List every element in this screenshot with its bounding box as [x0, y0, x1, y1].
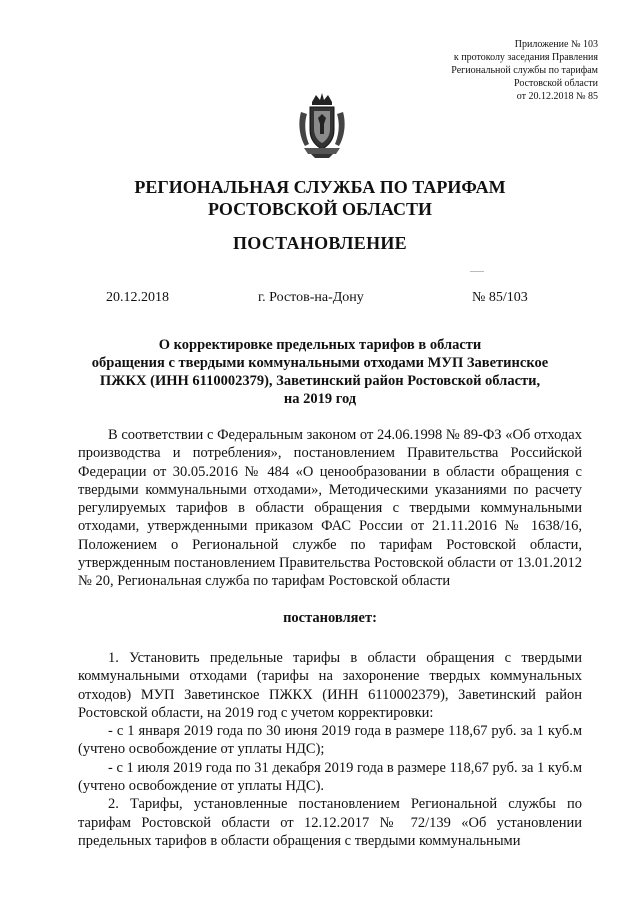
- document-city: г. Ростов-на-Дону: [258, 290, 364, 305]
- coat-of-arms-icon: [296, 92, 348, 160]
- document-number: № 85/103: [472, 290, 528, 305]
- title-line: на 2019 год: [283, 391, 357, 407]
- item-1a-paragraph: - с 1 января 2019 года по 30 июня 2019 года в размере 118,67 руб. за 1 куб.м (учтено освобождение от уплаты НДС);: [78, 723, 582, 758]
- item-1-paragraph: 1. Установить предельные тарифы в области обращения с твердыми коммунальными отходами (тарифы на захоронение твердых коммунальных отходов) МУП Заветинское ПЖКХ (ИНН 6110002379), Заветинский район Ростовской области, на 2019 год с учетом корректировки:: [78, 649, 582, 721]
- organization-line: РЕГИОНАЛЬНАЯ СЛУЖБА ПО ТАРИФАМ: [134, 177, 506, 197]
- title-line: ПЖКХ (ИНН 6110002379), Заветинский район Ростовской области,: [99, 373, 541, 389]
- preamble-paragraph: В соответствии с Федеральным законом от 24.06.1998 № 89-ФЗ «Об отходах производства и потребления», постановлением Правительства Российской Федерации от 30.05.2016 № 484 «О ценообразовании в области обращения с твердыми коммунальными отходами», Методическими указаниями по расчету регулируемых тарифов в области обращения с твердыми коммунальными отходами, утвержденными приказом ФАС России от 21.11.2016 № 1638/16, Положением о Региональной службе по тарифам Ростовской области, утвержденным постановлением Правительства Ростовской области от 13.01.2012 № 20, Региональная служба по тарифам Ростовской области: [78, 427, 582, 590]
- scan-mark: [470, 271, 484, 272]
- appendix-note: [358, 38, 598, 103]
- organization-line: РОСТОВСКОЙ ОБЛАСТИ: [208, 199, 432, 219]
- appendix-line: к протоколу заседания Правления: [453, 52, 598, 63]
- document-title: [70, 336, 570, 408]
- organization-name: [60, 176, 580, 220]
- appendix-line: Региональной службы по тарифам: [451, 65, 598, 76]
- item-2-paragraph: 2. Тарифы, установленные постановлением Региональной службы по тарифам Ростовской области от 12.12.2017 № 72/139 «Об установлении предельных тарифов в области обращения с твердыми коммунальными: [78, 796, 582, 849]
- document-date: 20.12.2018: [106, 290, 169, 305]
- title-line: О корректировке предельных тарифов в области: [158, 337, 482, 353]
- title-line: обращения с твердыми коммунальными отходами МУП Заветинское: [91, 355, 549, 371]
- document-body: [78, 426, 582, 850]
- document-type: ПОСТАНОВЛЕНИЕ: [233, 233, 407, 253]
- appendix-line: от 20.12.2018 № 85: [516, 91, 598, 102]
- appendix-line: Ростовской области: [514, 78, 598, 89]
- appendix-line: Приложение № 103: [514, 39, 598, 50]
- resolve-heading: постановляет:: [283, 609, 377, 626]
- item-1b-paragraph: - с 1 июля 2019 года по 31 декабря 2019 года в размере 118,67 руб. за 1 куб.м (учтено освобождение от уплаты НДС).: [78, 759, 582, 795]
